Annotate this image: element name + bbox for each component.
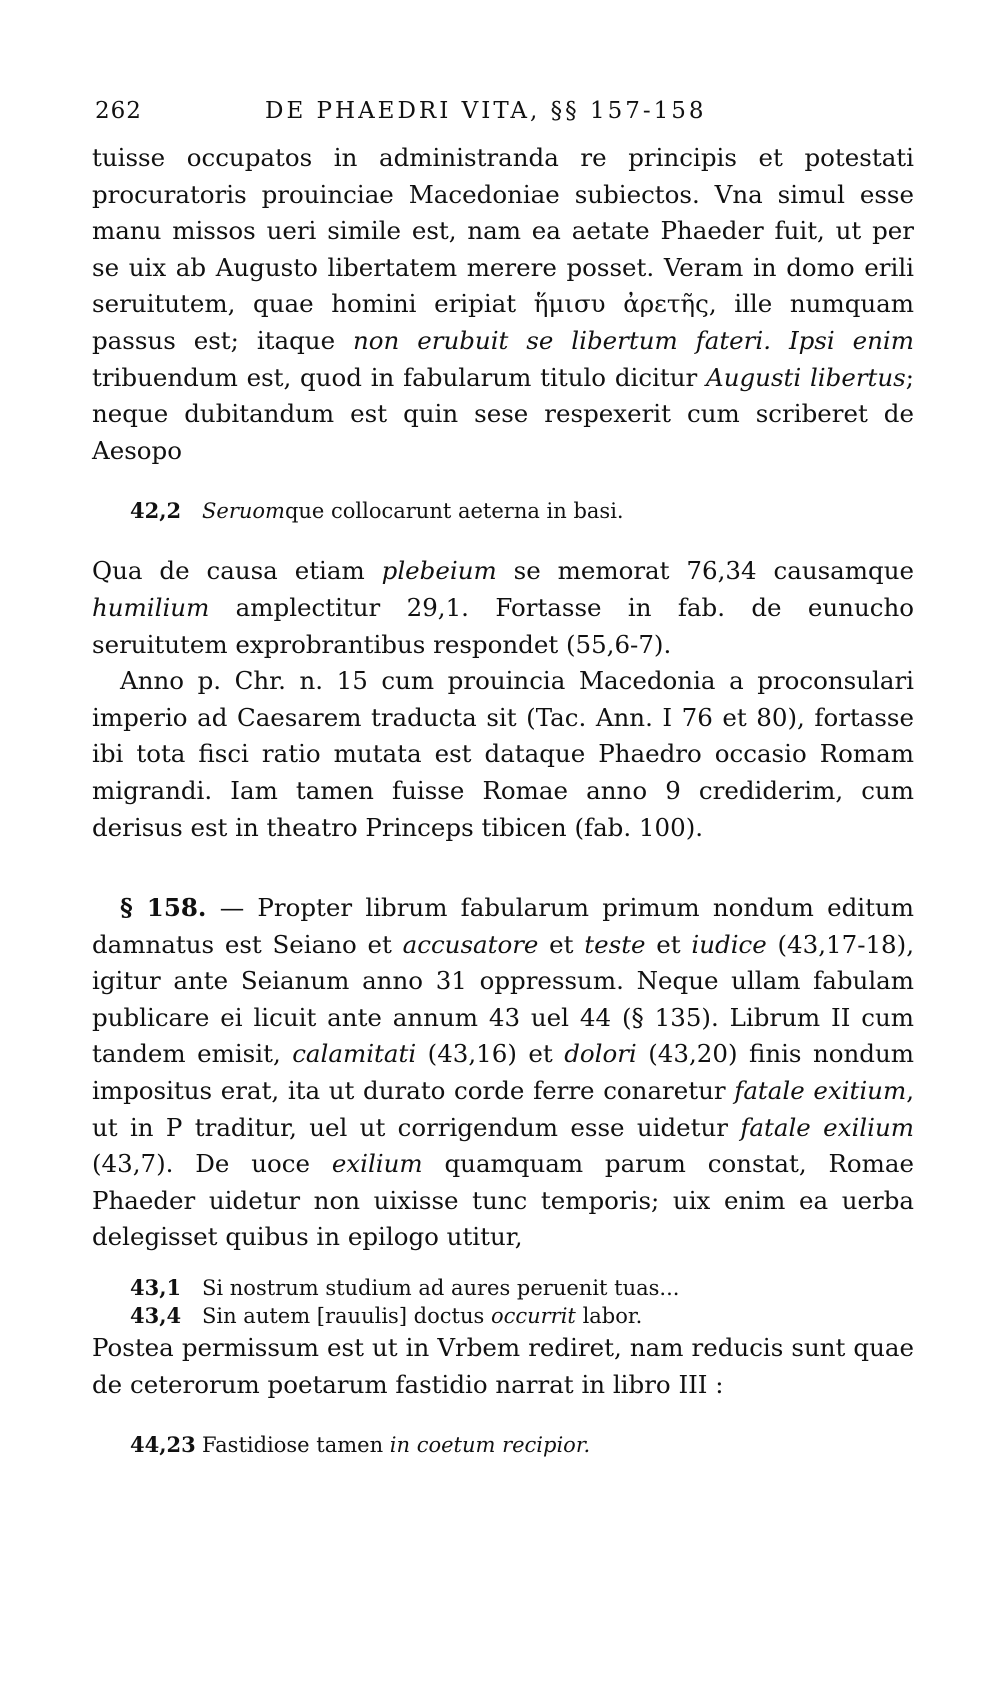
paragraph-4-italic-h: exilium (331, 1149, 423, 1179)
paragraph-5 (92, 1330, 914, 1403)
paragraph-2-italic-a: plebeium (381, 556, 497, 586)
paragraph-4-text-d: (43,17-18), igitur ante Seianum anno 31 oppressum. Neque ullam fabulam publicare ei licuit ante annum 43 uel 44 (§ 135). Librum II cum tandem emisit, (92, 929, 914, 1069)
paragraph-4-text-g: , ut in P traditur, uel ut corrigendum esse uidetur (92, 1076, 914, 1142)
quotation-italic: occurrit (490, 1304, 576, 1329)
running-title: DE PHAEDRI VITA, §§ 157-158 (265, 98, 707, 124)
paragraph-5-text: Postea permissum est ut in Vrbem rediret, nam reducis sunt quae de ceterorum poetarum fastidio narrat in libro III : (92, 1333, 914, 1399)
paragraph-1-italic-a: non erubuit se libertum fateri. Ipsi enim (353, 325, 914, 355)
quotation-44-23 (130, 1431, 914, 1459)
quotation-43-1 (130, 1274, 914, 1302)
page-number: 262 (95, 98, 142, 124)
paragraph-4-text-i: quamquam parum constat, Romae Phaeder uidetur non uixisse tunc temporis; uix enim ea uerba delegisset quibus in epilogo utitur, (92, 1149, 914, 1252)
paragraph-4-italic-f: fatale exitium (734, 1076, 907, 1106)
paragraph-4-italic-b: teste (584, 929, 646, 959)
paragraph-4-text-e: (43,16) et (416, 1039, 565, 1069)
paragraph-4-italic-a: accusatore (402, 929, 539, 959)
paragraph-4-text-h: (43,7). De uoce (92, 1149, 332, 1179)
quotation-42-2 (130, 497, 914, 525)
paragraph-4-italic-e: dolori (564, 1039, 637, 1069)
paragraph-4-text-a: — Propter librum fabularum primum nondum editum damnatus est Seiano et (92, 893, 915, 959)
quotation-ref: 42,2 (130, 498, 182, 524)
section-number: § 158. (120, 893, 207, 923)
paragraph-2-text-a: Qua de causa etiam (92, 556, 382, 586)
paragraph-1-text-b: tribuendum est, quod in fabularum titulo dicitur (92, 362, 707, 392)
quotation-43-4 (130, 1302, 914, 1330)
quotation-text-b: labor. (575, 1304, 643, 1329)
paragraph-1 (92, 140, 914, 469)
paragraph-4-text-f: (43,20) finis nondum impositus erat, ita ut durato corde ferre conaretur (92, 1039, 914, 1106)
paragraph-4-italic-g: fatale exilium (740, 1112, 914, 1142)
running-header (95, 98, 915, 132)
paragraph-1-italic-b: Augusti libertus (706, 362, 906, 392)
quotation-text: que collocarunt aeterna in basi. (284, 499, 624, 524)
quotation-italic: in coetum recipior. (389, 1433, 591, 1458)
paragraph-section-158 (92, 890, 914, 1256)
paragraph-3 (92, 663, 914, 846)
quotation-italic: Seruom (202, 499, 285, 524)
paragraph-2-italic-b: humilium (92, 592, 210, 622)
quotation-ref: 44,23 (130, 1432, 196, 1458)
paragraph-2-text-b: se memorat 76,34 causamque (496, 556, 914, 586)
paragraph-3-text: Anno p. Chr. n. 15 cum prouincia Macedonia a proconsulari imperio ad Caesarem traducta sit (Tac. Ann. I 76 et 80), fortasse ibi tota fisci ratio mutata est dataque Phaedro occasio Romam migrandi. Iam tamen fuisse Romae anno 9 crediderim, cum derisus est in theatro Princeps tibicen (fab. 100). (92, 666, 914, 842)
paragraph-1-text-c: ; neque dubitandum est quin sese respexerit cum scriberet de Aesopo (92, 362, 914, 465)
quotation-text: Si nostrum studium ad aures peruenit tuas... (202, 1276, 680, 1301)
paragraph-2 (92, 553, 914, 663)
quotation-ref: 43,4 (130, 1303, 182, 1329)
quotation-text: Fastidiose tamen (202, 1433, 390, 1458)
quotation-text-a: Sin autem [rauulis] doctus (202, 1304, 491, 1329)
page-body (92, 140, 914, 1459)
paragraph-4-text-c: et (645, 929, 692, 959)
paragraph-2-text-c: amplectitur 29,1. Fortasse in fab. de eunucho seruitutem exprobrantibus respondet (55,6-7). (92, 592, 914, 659)
paragraph-4-italic-c: iudice (691, 929, 767, 959)
paragraph-1-text-a: tuisse occupatos in administranda re principis et potestati procuratoris prouinciae Macedoniae subiectos. Vna simul esse manu missos ueri simile est, nam ea aetate Phaeder fuit, ut per se uix ab Augusto libertatem merere posset. Veram in domo erili seruitutem, quae homini eripiat ἥμισυ ἀρετῆς, ille numquam passus est; itaque (92, 143, 914, 355)
quotation-ref: 43,1 (130, 1275, 182, 1301)
paragraph-4-italic-d: calamitati (292, 1039, 417, 1069)
paragraph-4-text-b: et (538, 929, 585, 959)
